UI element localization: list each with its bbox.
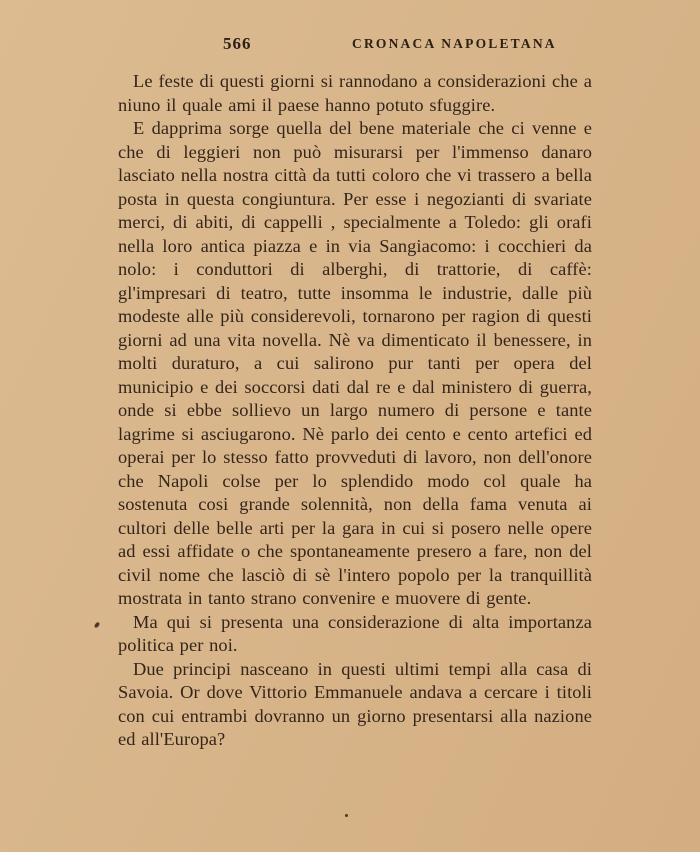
- page-number: 566: [223, 34, 252, 53]
- paragraph-3: Ma qui si presenta una considerazione di alta importanza politica per noi.: [118, 611, 592, 655]
- running-title: CRONACA NAPOLETANA: [352, 36, 557, 51]
- ink-speck-left-margin: [94, 621, 100, 628]
- paragraph-1: Le feste di questi giorni si rannodano a considerazioni che a niuno il quale ami il paese hanno potuto sfuggire.: [118, 71, 592, 115]
- ink-speck-bottom: [345, 814, 348, 817]
- paragraph-2: E dapprima sorge quella del bene materiale che ci venne e che di leggieri non può misurarsi per l'immenso danaro lasciato nella nostra città da tutti coloro che vi trassero a bella posta in questa congiuntura. Per esse i negozianti di svariate merci, di abiti, di cappelli , specialmente a Toledo: gli orafi nella loro antica piazza e in via Sangiacomo: i cocchieri da nolo: i conduttori di alberghi, di trattorie, di caffè: gl'impresari di teatro, tutte insomma le industrie, dalle più modeste alle più considerevoli, tornarono per ragion di questi giorni ad una vita novella. Nè va dimenticato il benessere, in molti duraturo, a cui salirono pur tanti per opera del municipio e dei soccorsi dati dal re e dal ministero di guerra, onde si ebbe sollievo un largo numero di persone e tante lagrime si asciugarono. Nè parlo dei cento e cento artefici ed operai per lo stesso fatto provveduti di lavoro, non dell'onore che Napoli colse per lo splendido modo col quale ha sostenuta cosi grande solennità, non della fama venuta ai cultori delle belle arti per la gara in cui si posero nelle opere ad essi affidate o che spontaneamente presero a fare, non del civil nome che lasciò di sè l'intero popolo per la tranquillità mostrata in tanto strano convenire e muovere di gente.: [118, 118, 592, 608]
- text-block: [118, 70, 592, 752]
- paragraph-4: Due principi nasceano in questi ultimi tempi alla casa di Savoia. Or dove Vittorio Emmanuele andava a cercare i titoli con cui entrambi dovranno un giorno presentarsi alla nazione ed all'Europa?: [118, 658, 592, 749]
- page-header: [0, 34, 700, 58]
